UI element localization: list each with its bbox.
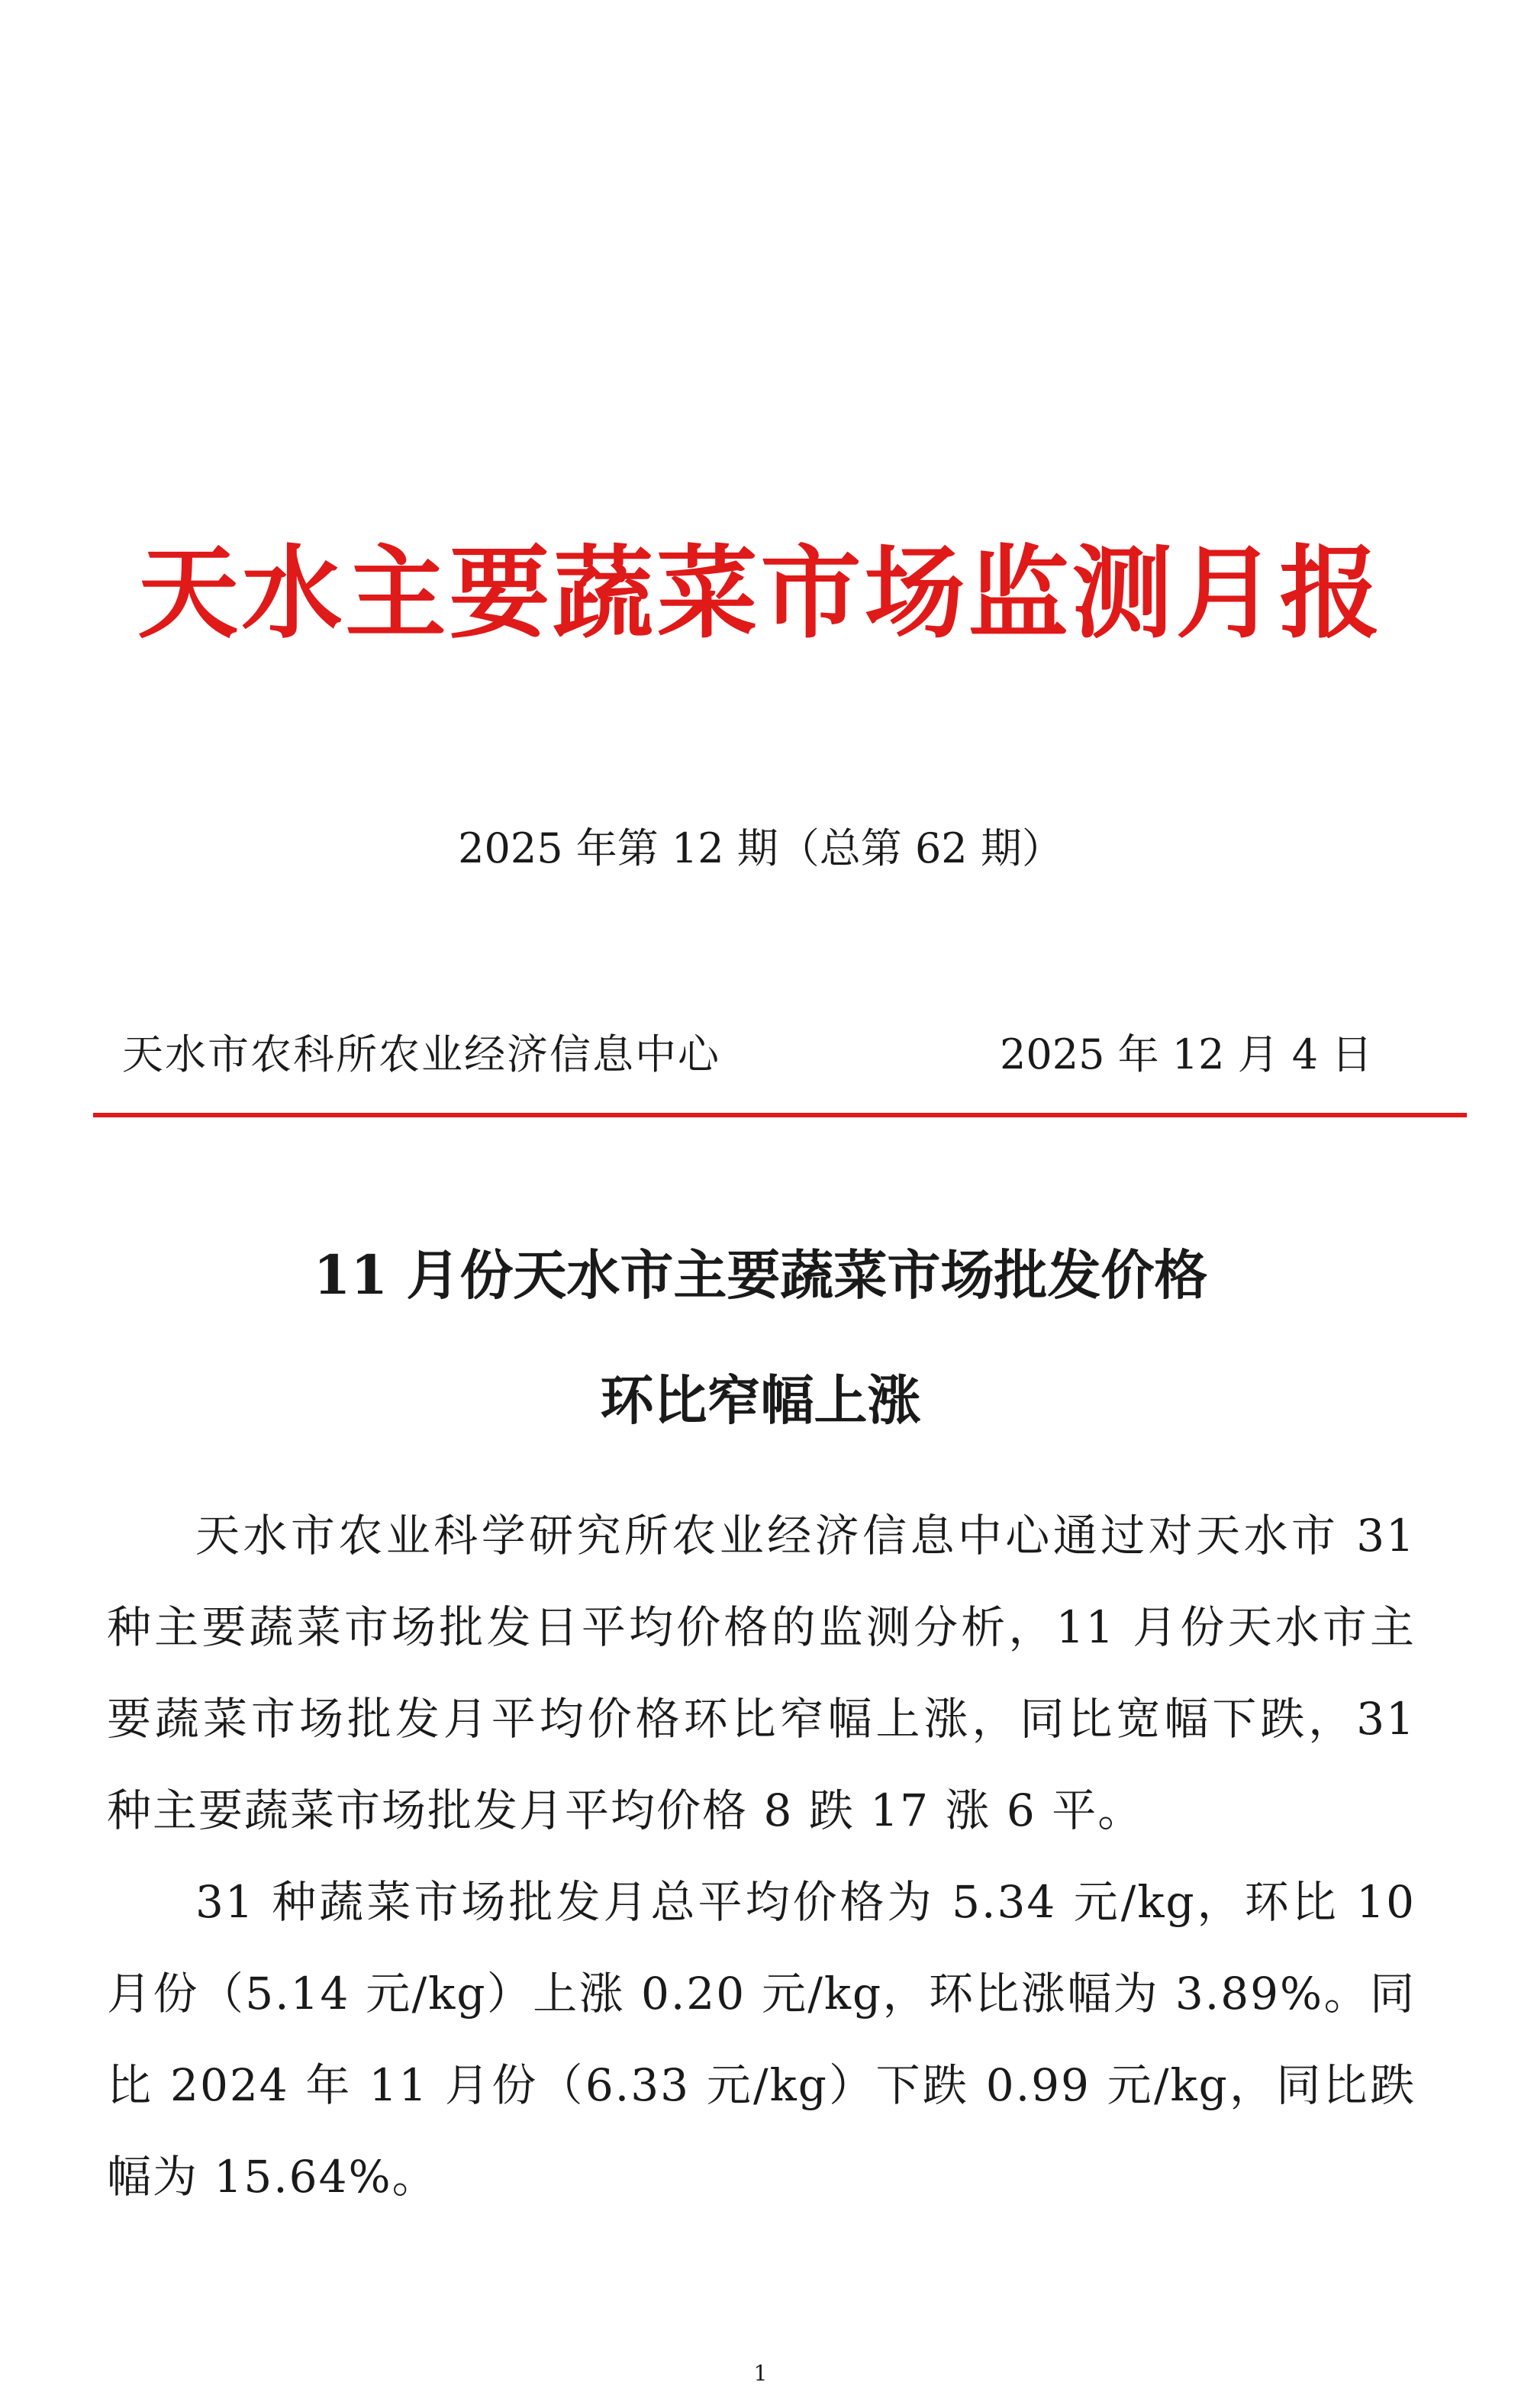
article-paragraph-2	[107, 1856, 1416, 2223]
article-title-line-1: 11 月份天水市主要蔬菜市场批发价格	[313, 1243, 1208, 1307]
issue-number: 2025 年第 12 期（总第 62 期）	[458, 824, 1063, 872]
paragraph-text: 天水市农业科学研究所农业经济信息中心通过对天水市 31 种主要蔬菜市场批发日平均价格的监测分析，11 月份天水市主要蔬菜市场批发月平均价格环比窄幅上涨，同比宽幅下跌，31 种主要蔬菜市场批发月平均价格 8 跌 17 涨 6 平。	[107, 1510, 1416, 1836]
header-divider	[93, 1113, 1467, 1117]
article-title-line-2: 环比窄幅上涨	[600, 1368, 921, 1432]
report-masthead-title: 天水主要蔬菜市场监测月报	[137, 534, 1384, 653]
article-paragraph-1	[107, 1490, 1416, 1856]
paragraph-text: 31 种蔬菜市场批发月总平均价格为 5.34 元/kg，环比 10 月份（5.14 元/kg）上涨 0.20 元/kg，环比涨幅为 3.89%。同比 2024 年 11 月份（6.33 元/kg）下跌 0.99 元/kg，同比跌幅为 15.64%。	[107, 1876, 1416, 2203]
page-number: 1	[753, 2361, 768, 2386]
publisher-organization: 天水市农科所农业经济信息中心	[122, 1030, 720, 1078]
publish-date: 2025 年 12 月 4 日	[1000, 1030, 1373, 1078]
